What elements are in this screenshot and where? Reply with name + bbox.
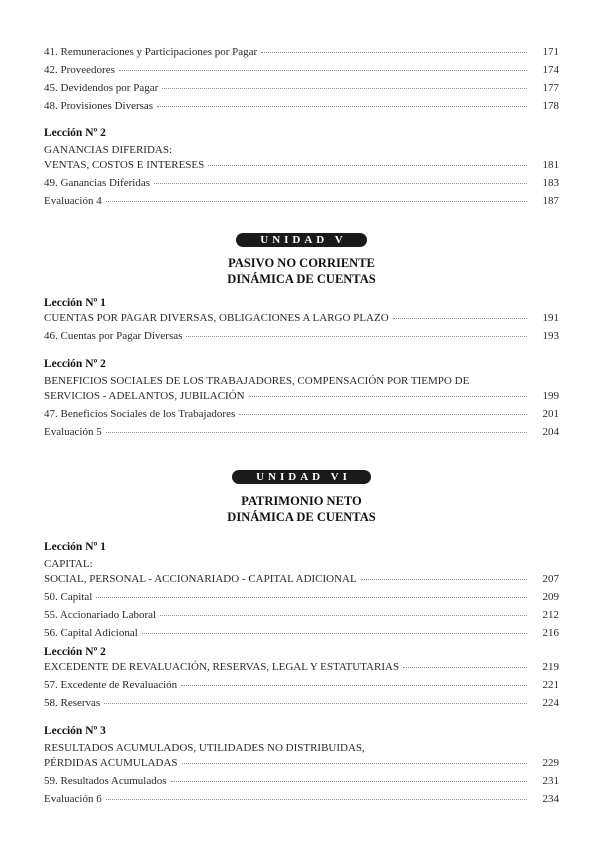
toc-entry[interactable] [44,661,559,679]
toc-page-number: 178 [542,100,559,112]
unit-title-line: PASIVO NO CORRIENTE [228,256,375,270]
dot-leader [171,781,527,782]
toc-page-number: 216 [542,627,559,639]
dot-leader [249,396,527,397]
toc-page-number: 199 [542,390,559,402]
unidad-vi-leccion-1 [44,538,559,645]
toc-entry[interactable] [44,793,559,811]
unit-title-line: PATRIMONIO NETO [241,494,362,508]
unidad-vi-leccion-3 [44,722,559,811]
toc-entry[interactable] [44,64,559,82]
toc-entry-label: Evaluación 5 [44,426,102,438]
toc-entry[interactable] [44,312,559,330]
toc-page-number: 183 [542,177,559,189]
section-heading-line: GANANCIAS DIFERIDAS: [44,144,173,156]
toc-entry[interactable] [44,573,559,591]
toc-entry-label: 42. Proveedores [44,64,115,76]
toc-entry-label: CUENTAS POR PAGAR DIVERSAS, OBLIGACIONES A LARGO PLAZO [44,312,389,324]
toc-entry-label: 50. Capital [44,591,93,603]
toc-entry[interactable] [44,757,559,775]
dot-leader [181,685,527,686]
toc-entry[interactable] [44,82,559,100]
toc-entry[interactable] [44,609,559,627]
unidad-vi-badge-wrap [44,467,559,485]
toc-entry-label: PÉRDIDAS ACUMULADAS [44,757,178,769]
toc-entry[interactable] [44,408,559,426]
toc-entry-label: 56. Capital Adicional [44,627,138,639]
dot-leader [403,667,527,668]
dot-leader [142,633,527,634]
unit-badge: UNIDAD V [236,233,367,247]
toc-page-number: 207 [542,573,559,585]
leccion-heading: Lección Nº 1 [44,541,106,553]
top-entries [44,46,559,118]
toc-entry-label: SERVICIOS - ADELANTOS, JUBILACIÓN [44,390,245,402]
toc-page-number: 193 [542,330,559,342]
toc-page-number: 234 [542,793,559,805]
section-heading-line: BENEFICIOS SOCIALES DE LOS TRABAJADORES, COMPENSACIÓN POR TIEMPO DE [44,375,470,387]
dot-leader [162,88,527,89]
toc-page-number: 209 [542,591,559,603]
dot-leader [106,799,527,800]
toc-page-number: 229 [542,757,559,769]
dot-leader [106,201,527,202]
toc-entry-label: Evaluación 6 [44,793,102,805]
toc-entry[interactable] [44,159,559,177]
toc-entry[interactable] [44,330,559,348]
unidad-v-leccion-1 [44,294,559,348]
leccion-heading: Lección Nº 1 [44,297,106,309]
top-leccion-2 [44,124,559,213]
dot-leader [106,432,527,433]
leccion-heading: Lección Nº 2 [44,358,106,370]
toc-entry-label: SOCIAL, PERSONAL - ACCIONARIADO - CAPITAL ADICIONAL [44,573,357,585]
toc-entry-label: 48. Provisiones Diversas [44,100,154,112]
dot-leader [361,579,527,580]
toc-page-number: 201 [542,408,559,420]
leccion-heading: Lección Nº 2 [44,646,106,658]
toc-entry-label: 41. Remuneraciones y Participaciones por Pagar [44,46,258,58]
toc-entry[interactable] [44,775,559,793]
toc-entry-label: 57. Excedente de Revaluación [44,679,178,691]
dot-leader [393,318,527,319]
toc-entry-label: EXCEDENTE DE REVALUACIÓN, RESERVAS, LEGAL Y ESTATUTARIAS [44,661,400,673]
leccion-heading: Lección Nº 3 [44,725,106,737]
toc-entry-label: 45. Devidendos por Pagar [44,82,159,94]
toc-entry[interactable] [44,100,559,118]
toc-page-number: 174 [542,64,559,76]
toc-page-number: 231 [542,775,559,787]
toc-entry[interactable] [44,697,559,715]
toc-page-number: 224 [542,697,559,709]
toc-page-number: 177 [542,82,559,94]
dot-leader [96,597,527,598]
toc-entry-label: VENTAS, COSTOS E INTERESES [44,159,205,171]
toc-page-number: 212 [542,609,559,621]
toc-entry-label: 55. Accionariado Laboral [44,609,157,621]
unit-title-line: DINÁMICA DE CUENTAS [227,272,376,286]
dot-leader [119,70,527,71]
dot-leader [208,165,527,166]
dot-leader [154,183,527,184]
toc-entry-label: 46. Cuentas por Pagar Diversas [44,330,183,342]
toc-page-number: 171 [542,46,559,58]
toc-page-number: 219 [542,661,559,673]
leccion-heading: Lección Nº 2 [44,127,106,139]
dot-leader [239,414,527,415]
unidad-v-title [44,255,559,287]
toc-page-number: 181 [542,159,559,171]
unit-badge: UNIDAD VI [232,470,371,484]
toc-page-number: 221 [542,679,559,691]
toc-entry-label: 47. Beneficios Sociales de los Trabajadores [44,408,236,420]
dot-leader [261,52,527,53]
toc-entry[interactable] [44,591,559,609]
toc-entry[interactable] [44,195,559,213]
toc-page-number: 204 [542,426,559,438]
toc-page-number: 191 [542,312,559,324]
toc-entry-label: Evaluación 4 [44,195,102,207]
toc-entry[interactable] [44,46,559,64]
toc-entry[interactable] [44,679,559,697]
unidad-vi-title [44,493,559,525]
toc-entry[interactable] [44,426,559,444]
unidad-vi-leccion-2 [44,643,559,715]
dot-leader [157,106,527,107]
dot-leader [186,336,527,337]
section-heading-line: RESULTADOS ACUMULADOS, UTILIDADES NO DISTRIBUIDAS, [44,742,365,754]
dot-leader [182,763,527,764]
toc-entry-label: 49. Ganancias Diferidas [44,177,150,189]
unidad-v-badge-wrap [44,230,559,248]
unit-title-line: DINÁMICA DE CUENTAS [227,510,376,524]
toc-entry-label: 59. Resultados Acumulados [44,775,167,787]
toc-entry[interactable] [44,177,559,195]
dot-leader [160,615,527,616]
unidad-v-leccion-2 [44,355,559,444]
section-heading-line: CAPITAL: [44,558,93,570]
toc-entry[interactable] [44,390,559,408]
dot-leader [104,703,527,704]
toc-page-number: 187 [542,195,559,207]
toc-entry-label: 58. Reservas [44,697,101,709]
